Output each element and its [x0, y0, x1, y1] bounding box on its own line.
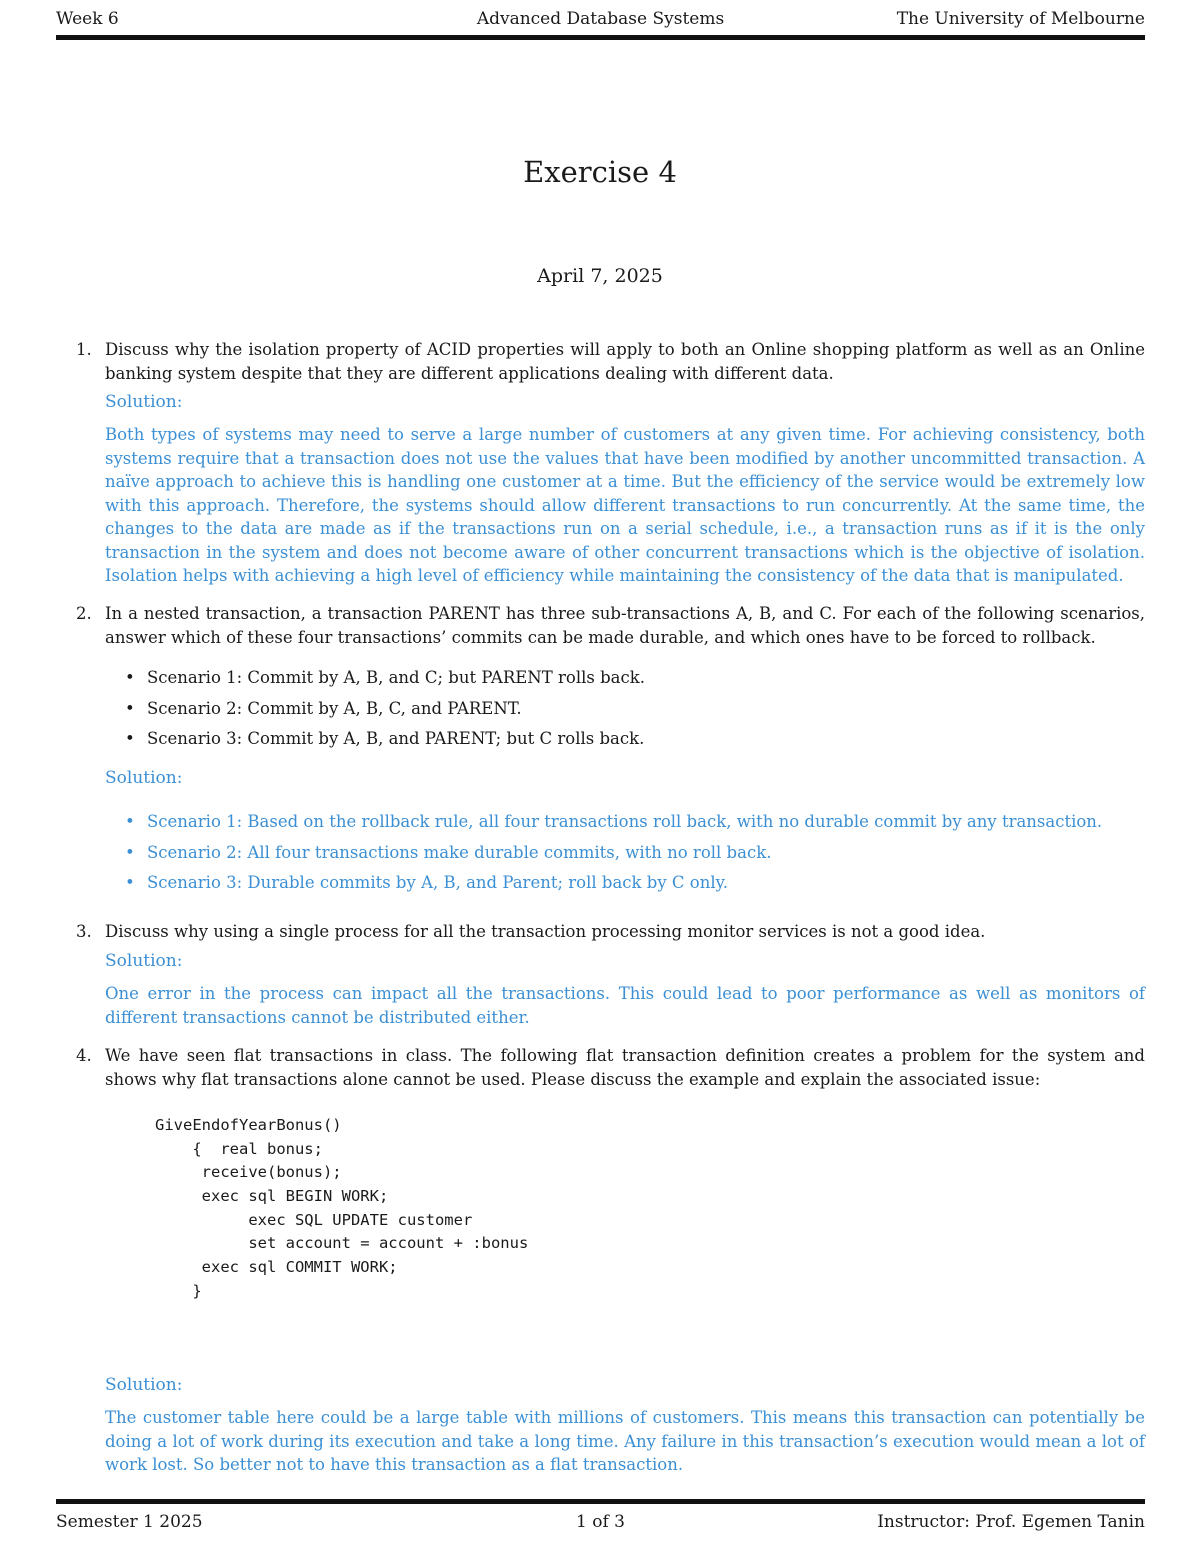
code-line: exec sql BEGIN WORK; [155, 1187, 389, 1206]
header-rule [56, 35, 1145, 40]
code-line: exec SQL UPDATE customer [155, 1210, 473, 1229]
footer-rule [56, 1499, 1145, 1504]
question-3-solution-label: Solution: [105, 951, 183, 971]
question-1-solution-label: Solution: [105, 392, 183, 412]
page-title: Exercise 4 [523, 155, 677, 189]
code-line: exec sql COMMIT WORK; [155, 1258, 398, 1277]
code-line: GiveEndofYearBonus() [155, 1116, 342, 1134]
footer-semester: Semester 1 2025 [56, 1512, 203, 1532]
header-university: The University of Melbourne [896, 9, 1145, 29]
question-3-text: Discuss why using a single process for all the transaction processing monitor services is not a good idea. [105, 922, 986, 941]
list-item: • Scenario 1: Commit by A, B, and C; but PARENT rolls back. [125, 666, 645, 697]
question-2-number: 2. [76, 604, 92, 623]
list-item: • Scenario 3: Commit by A, B, and PARENT; but C rolls back. [125, 727, 645, 758]
question-1-solution: Both types of systems may need to serve a large number of customers at any given time. For achieving consistency, both systems require that a transaction does not use the values that have been modified by another uncommitted transaction. A naïve approach to achieve this is handling one customer at a time. But the efficiency of the service would be extremely low with this approach. Therefore, the systems should allow different transactions to run concurrently. At the same time, the changes to the data are made as if the transactions run on a serial schedule, i.e., a transaction runs as if it is the only transaction in the system and does not become aware of other concurrent transactions which is the objective of isolation. Isolation helps with achieving a high level of efficiency while maintaining the consistency of the data that is manipulated. [105, 425, 1145, 585]
question-4-solution: The customer table here could be a large table with millions of customers. This means this transaction can potentially be doing a lot of work during its execution and take a long time. Any failure in this transaction’s execution would mean a lot of work lost. So better not to have this transaction as a flat transaction. [105, 1408, 1145, 1474]
code-line: } [155, 1281, 202, 1300]
question-1-number: 1. [76, 340, 92, 359]
page-footer [56, 1512, 1145, 1534]
footer-page-number: 1 of 3 [576, 1512, 625, 1532]
header-course: Advanced Database Systems [476, 9, 725, 29]
footer-instructor: Instructor: Prof. Egemen Tanin [877, 1512, 1145, 1532]
list-item: • Scenario 2: Commit by A, B, C, and PARENT. [125, 697, 645, 728]
code-listing [155, 1114, 528, 1304]
question-4-number: 4. [76, 1046, 92, 1065]
question-3-solution: One error in the process can impact all the transactions. This could lead to poor performance as well as monitors of different transactions cannot be distributed either. [105, 984, 1145, 1027]
question-4-solution-label: Solution: [105, 1375, 183, 1395]
question-2-solution-list [125, 810, 1102, 902]
list-item: • Scenario 2: All four transactions make durable commits, with no roll back. [125, 841, 1102, 872]
header-week: Week 6 [56, 9, 119, 29]
page-date: April 7, 2025 [537, 265, 663, 287]
list-item: • Scenario 3: Durable commits by A, B, and Parent; roll back by C only. [125, 871, 1102, 902]
question-2-text: In a nested transaction, a transaction PARENT has three sub-transactions A, B, and C. For each of the following scenarios, answer which of these four transactions’ commits can be made durable, and which ones have to be forced to rollback. [105, 604, 1145, 647]
question-1-text: Discuss why the isolation property of ACID properties will apply to both an Online shopping platform as well as an Online banking system despite that they are different applications dealing with different data. [105, 340, 1145, 383]
list-item: • Scenario 1: Based on the rollback rule, all four transactions roll back, with no durable commit by any transaction. [125, 810, 1102, 841]
code-line: set account = account + :bonus [155, 1234, 529, 1253]
code-line: { real bonus; [155, 1139, 323, 1158]
question-2-solution-label: Solution: [105, 768, 183, 788]
question-2-scenario-list [125, 666, 645, 758]
question-3-number: 3. [76, 922, 92, 941]
code-line: receive(bonus); [155, 1163, 342, 1182]
page-header [56, 9, 1145, 31]
question-4-text: We have seen flat transactions in class. The following flat transaction definition creates a problem for the system and shows why flat transactions alone cannot be used. Please discuss the example and explain the associated issue: [105, 1046, 1145, 1089]
